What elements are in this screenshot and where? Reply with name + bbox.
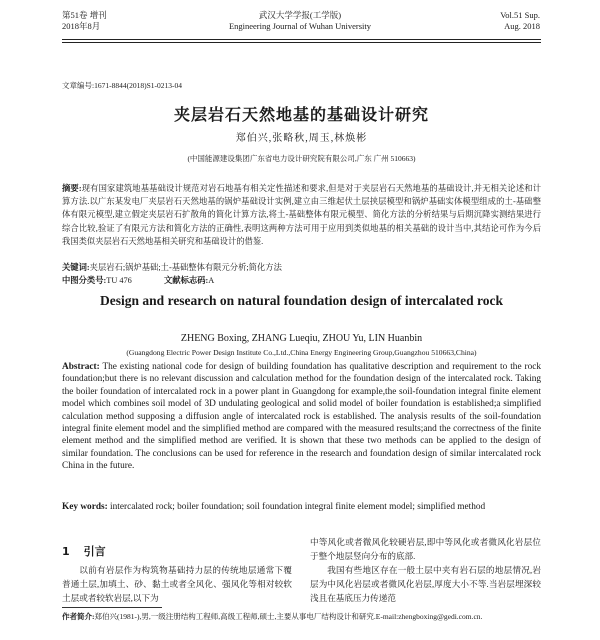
body-left-column: 以前有岩层作为构筑物基础持力层的传统地层通常下覆普通土层,加填土、砂、黏土或者全风化、强风化等相对较软土层或者较软岩层,以下为 [62, 565, 292, 603]
journal-name-cn: 武汉大学学报(工学版) [258, 10, 342, 20]
authors-cn: 郑伯兴,张略秋,周玉,林焕彬 [235, 133, 368, 144]
section-title: 引言 [83, 545, 106, 558]
header-rule-thin [62, 42, 541, 43]
clc-value: TU 476 [106, 276, 132, 285]
keywords-en-label: Key words: [62, 502, 108, 512]
abstract-en-label: Abstract: [62, 362, 100, 372]
volume-label: 第51卷 增刊 [62, 10, 107, 20]
body-paragraph: 我国有些地区存在一般土层中夹有岩石层的地层情况,岩层为中风化岩层或者微风化岩层,厚度大小不等.当岩层埋深较浅且在基底压力传递范 [310, 565, 541, 603]
abstract-en-text: The existing national code for design of building foundation has qualitative description and requirement to the rock foundation;but there is no relevant discussion and calculation method for the foundation design of the intercalated rock. Taking the boiler foundation of intercalated rock in a power plant in Guangdong for example,the soil-foundation integral finite element model which combines soil model of 3D undulating geological and solid model of boiler foundation is established;a simplified calculation method supposing a diffusion angle of intercalated rock is established. The analysis results of the soil-foundation integral finite element model and the simplified method are compared with the measured results;and the correctness of the finite element method and the simplified method are verified. It is shown that these two methods can be applied to the design of similar foundation. The conclusions can be used for reference in the research and foundation design of similar intercalated rock China in the future. [62, 362, 542, 472]
date-label-en: Aug. 2018 [504, 21, 540, 31]
affiliation-en: (Guangdong Electric Power Design Institute Co.,Ltd.,China Energy Engineering Group,Guangzhou 510663,China) [126, 348, 477, 357]
classification [62, 275, 541, 287]
date-label: 2018年8月 [62, 21, 101, 31]
abstract-en [62, 361, 541, 473]
footnote-text: 郑伯兴(1981-),男,一级注册结构工程师,高级工程师,硕士,主要从事电厂结构设计和研究.E-mail:zhengboxing@gedi.com.cn. [94, 612, 483, 621]
keywords-cn [62, 262, 541, 274]
journal-volume-left [62, 10, 182, 32]
keywords-cn-text: 夹层岩石;锅炉基础;土-基础整体有限元分析;简化方法 [89, 263, 282, 272]
author-footnote [62, 611, 541, 623]
abstract-cn [62, 182, 541, 248]
abstract-cn-label: 摘要: [62, 184, 82, 193]
affiliation-cn: (中国能源建设集团广东省电力设计研究院有限公司,广东 广州 510663) [187, 154, 416, 163]
clc-label: 中图分类号: [62, 276, 107, 285]
keywords-en-text: intercalated rock; boiler foundation; soil foundation integral finite element model; simplified method [110, 502, 486, 512]
doc-code-label: 文献标志码: [164, 276, 209, 285]
title-en: Design and research on natural foundation design of intercalated rock [100, 293, 503, 308]
volume-label-en: Vol.51 Sup. [500, 10, 540, 20]
header-rule [62, 39, 541, 40]
section-heading [62, 543, 106, 559]
article-id: 文章编号:1671-8844(2018)S1-0213-04 [62, 81, 182, 90]
abstract-cn-text: 现有国家建筑地基基础设计规范对岩石地基有相关定性描述和要求,但是对于夹层岩石天然地基的基础设计,并无相关论述和计算方法.以广东某发电厂夹层岩石天然地基的锅炉基础设计实例,建立由三维起伏土层挟层模型和锅炉基础实体模型组成的土-基础整体有限元模型,建立假定夹层岩石扩散角的简化计算方法,将土-基础整体有限元模型、简化方法的分析结果与后期沉降实测结果进行综合比较,验证了有限元方法和简化方法的正确性,表明这两种方法可用于应用到类似地基的相关基础的设计当中,其结论可作为今后我国类似夹层岩石天然地基相关研究和基础设计的借鉴. [62, 184, 542, 246]
journal-name-en: Engineering Journal of Wuhan University [228, 21, 372, 31]
authors-en: ZHENG Boxing, ZHANG Lueqiu, ZHOU Yu, LIN Huanbin [180, 333, 423, 344]
keywords-cn-label: 关键词: [62, 263, 90, 272]
body-paragraph: 中等风化或者微风化较硬岩层,即中等风化或者微风化岩层位于整个地层竖向分布的底部. [310, 537, 541, 561]
title-cn: 夹层岩石天然地基的基础设计研究 [173, 105, 429, 124]
footnote-rule [62, 607, 162, 608]
doc-code-value: A [208, 276, 215, 285]
section-number: 1 [62, 545, 70, 558]
journal-name [180, 10, 420, 32]
footnote-label: 作者简介: [62, 612, 95, 621]
body-right-column [310, 535, 541, 605]
keywords-en [62, 501, 541, 513]
journal-volume-right [420, 10, 540, 32]
